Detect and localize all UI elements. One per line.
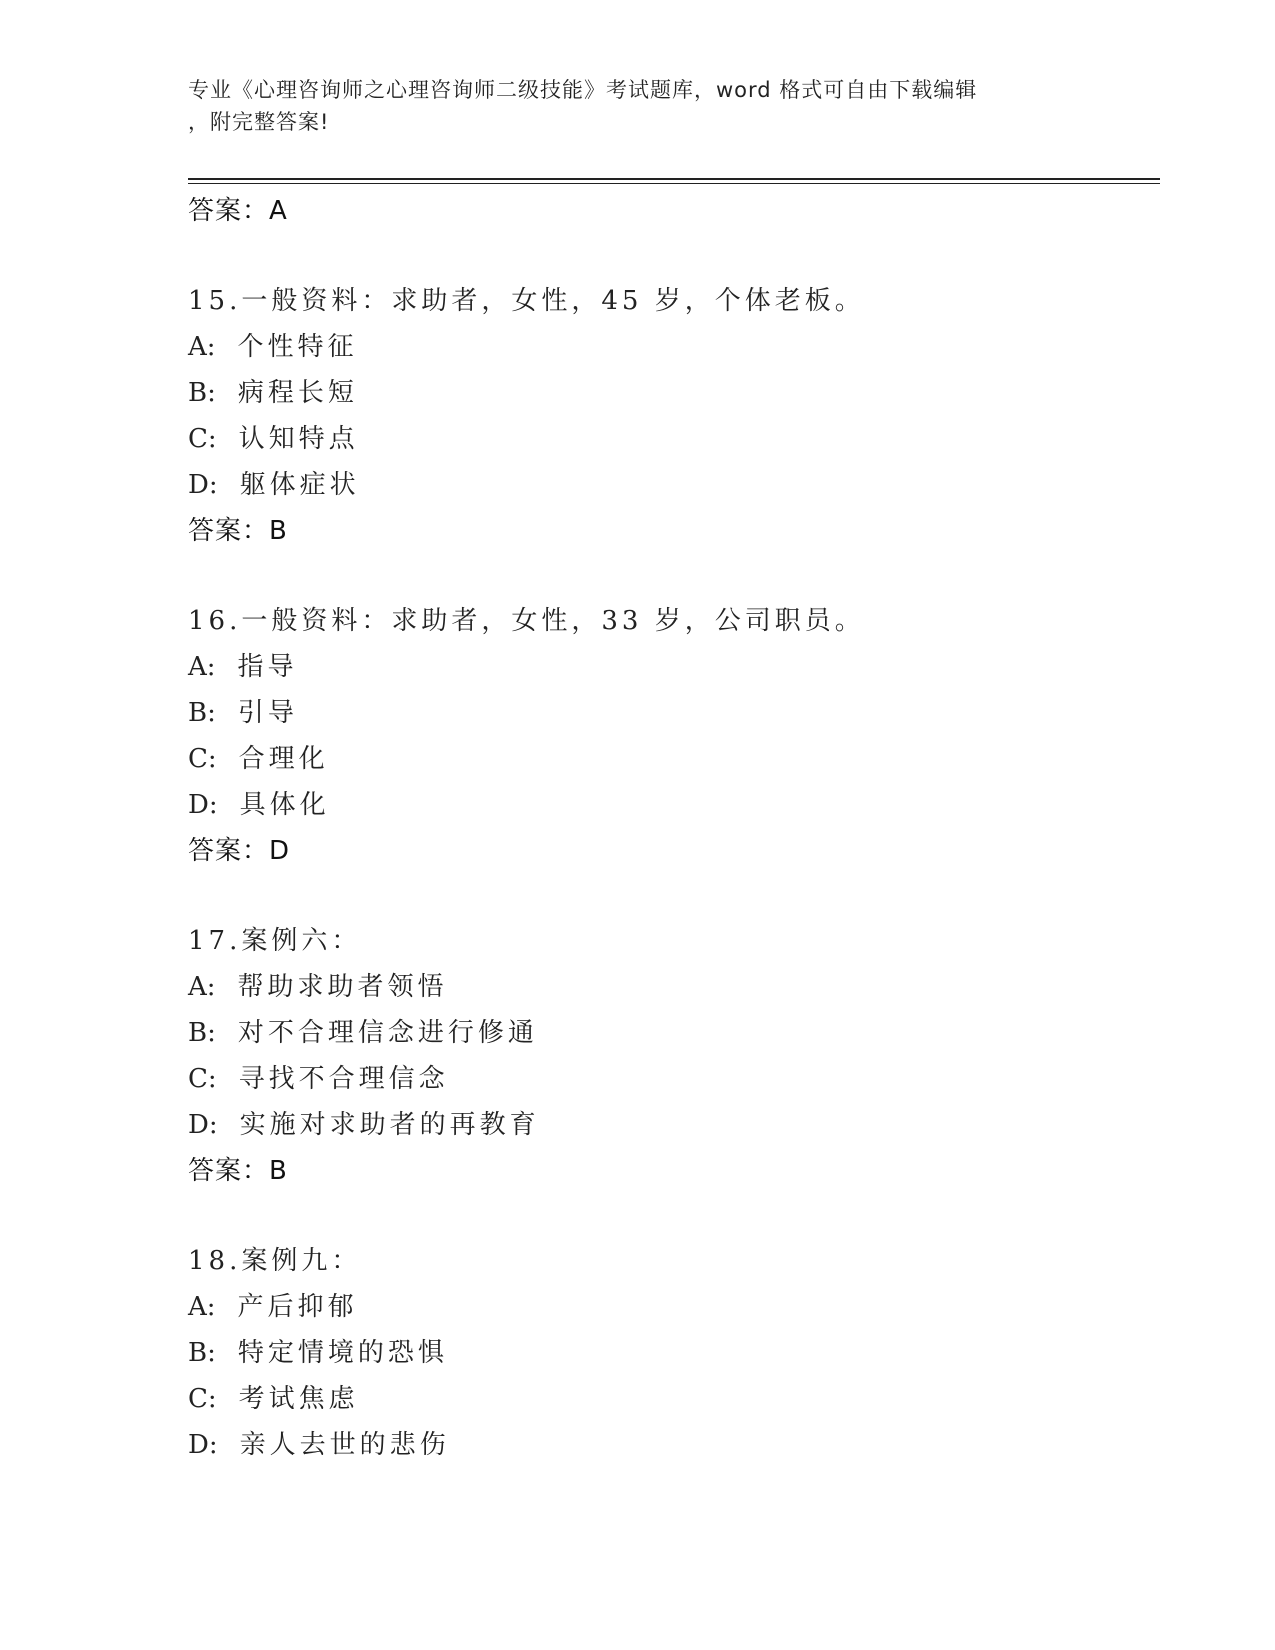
header-line-1: 专业《心理咨询师之心理咨询师二级技能》考试题库，word 格式可自由下载编辑 [188,78,978,102]
question-15 [188,278,1148,554]
question-title: 16.一般资料：求助者，女性，33 岁，公司职员。 [188,606,865,636]
option-b [188,1010,1148,1056]
option-key: C: [188,424,217,454]
question-18 [188,1238,1148,1468]
option-key: B: [188,378,216,408]
option-c [188,1056,1148,1102]
option-key: B: [188,1018,216,1048]
option-key: D: [188,790,218,820]
option-text: 认知特点 [238,424,359,454]
option-key: D: [188,1430,218,1460]
option-text: 考试焦虑 [238,1384,359,1414]
option-key: B: [188,698,216,728]
option-a [188,964,1148,1010]
question-17 [188,918,1148,1194]
option-text: 合理化 [238,744,329,774]
option-key: D: [188,1110,218,1140]
option-key: A: [188,652,216,682]
option-a [188,644,1148,690]
option-text: 躯体症状 [239,470,360,500]
option-text: 帮助求助者领悟 [237,972,448,1002]
option-key: A: [188,972,216,1002]
answer-line: 答案：D [188,836,291,866]
option-b [188,370,1148,416]
option-key: B: [188,1338,216,1368]
option-key: C: [188,744,217,774]
option-a [188,324,1148,370]
option-key: D: [188,470,218,500]
question-title: 18.案例九： [188,1246,362,1276]
option-text: 实施对求助者的再教育 [239,1110,540,1140]
question-title: 15.一般资料：求助者，女性，45 岁，个体老板。 [188,286,865,316]
option-c [188,736,1148,782]
option-text: 产后抑郁 [237,1292,358,1322]
question-title: 17.案例六： [188,926,362,956]
option-text: 引导 [237,698,298,728]
option-text: 亲人去世的悲伤 [239,1430,450,1460]
option-c [188,1376,1148,1422]
option-text: 病程长短 [237,378,358,408]
header-divider-thin [188,183,1160,184]
answer-line: 答案：A [188,196,288,226]
page-header [188,74,1088,138]
option-d [188,782,1148,828]
option-text: 特定情境的恐惧 [237,1338,448,1368]
option-text: 对不合理信念进行修通 [237,1018,538,1048]
option-d [188,462,1148,508]
option-text: 指导 [237,652,298,682]
option-d [188,1102,1148,1148]
option-d [188,1422,1148,1468]
header-line-2: ，附完整答案! [188,110,330,134]
option-b [188,1330,1148,1376]
option-c [188,416,1148,462]
answer-line: 答案：B [188,516,288,546]
option-text: 具体化 [239,790,330,820]
question-list [188,188,1148,1468]
option-a [188,1284,1148,1330]
option-key: A: [188,332,216,362]
option-text: 寻找不合理信念 [238,1064,449,1094]
option-key: A: [188,1292,216,1322]
header-divider-thick [188,178,1160,180]
option-text: 个性特征 [237,332,358,362]
option-key: C: [188,1064,217,1094]
question-16 [188,598,1148,874]
answer-line: 答案：B [188,1156,288,1186]
option-key: C: [188,1384,217,1414]
option-b [188,690,1148,736]
